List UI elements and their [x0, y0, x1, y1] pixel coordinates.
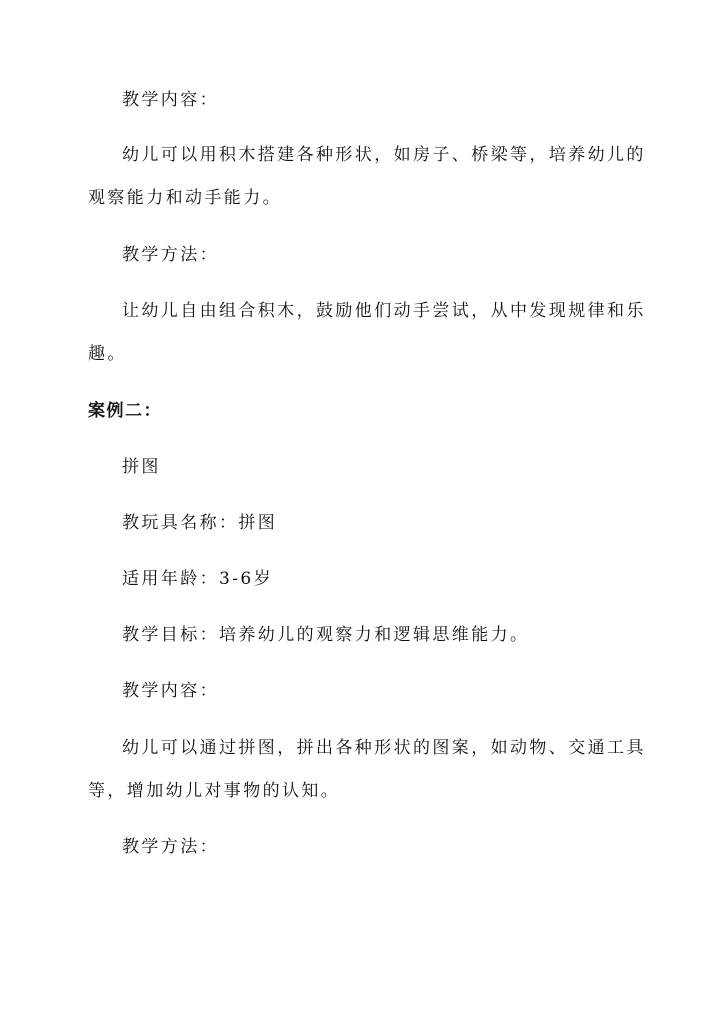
paragraph-line: 等，增加幼儿对事物的认知。 [88, 781, 341, 801]
paragraph-line: 观察能力和动手能力。 [88, 188, 282, 208]
case-heading: 案例二： [88, 401, 162, 421]
section-label-teaching-method: 教学方法： [122, 245, 219, 265]
paragraph-line: 幼儿可以用积木搭建各种形状，如房子、桥梁等，培养幼儿的 [122, 145, 646, 165]
section-label-teaching-content: 教学内容： [122, 90, 219, 110]
age-range-line: 适用年龄：3-6岁 [122, 569, 273, 589]
section-label-teaching-content: 教学内容： [122, 681, 219, 701]
paragraph-line: 幼儿可以通过拼图，拼出各种形状的图案，如动物、交通工具 [122, 738, 646, 758]
paragraph-line: 趣。 [88, 344, 127, 364]
toy-name-line: 教玩具名称：拼图 [122, 513, 278, 533]
case-title: 拼图 [122, 457, 161, 477]
section-label-teaching-method: 教学方法： [122, 837, 219, 857]
paragraph-line: 让幼儿自由组合积木，鼓励他们动手尝试，从中发现规律和乐 [122, 301, 646, 321]
teaching-goal-line: 教学目标：培养幼儿的观察力和逻辑思维能力。 [122, 625, 530, 645]
